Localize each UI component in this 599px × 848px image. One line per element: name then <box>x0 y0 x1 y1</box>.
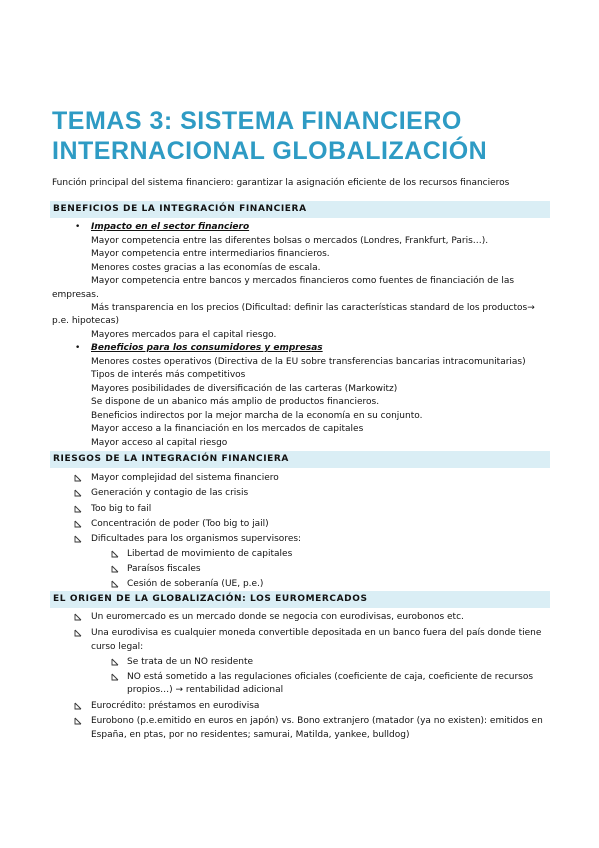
list-item: Menores costes gracias a las economías de escala. <box>91 263 321 273</box>
list-item: Mayor competencia entre intermediarios financieros. <box>91 249 330 259</box>
list-item: Una eurodivisa es cualquier moneda convertible depositada en un banco fuera del país donde tiene <box>91 628 542 638</box>
arrow-bullet-icon <box>74 629 82 637</box>
section-heading-euromercados: EL ORIGEN DE LA GLOBALIZACIÓN: LOS EUROMERCADOS <box>50 591 550 608</box>
arrow-bullet-icon <box>74 717 82 725</box>
arrow-bullet-icon <box>74 613 82 621</box>
list-item: Mayor complejidad del sistema financiero <box>91 473 279 483</box>
arrow-bullet-icon <box>74 702 82 710</box>
bullet-dot: • <box>75 343 81 353</box>
list-item: Beneficios indirectos por la mejor marcha de la economía en su conjunto. <box>91 411 423 421</box>
intro-text: Función principal del sistema financiero: garantizar la asignación eficiente de los recursos financieros <box>52 178 510 188</box>
list-item: Mayores posibilidades de diversificación de las carteras (Markowitz) <box>91 384 398 394</box>
list-item: Concentración de poder (Too big to jail) <box>91 519 269 529</box>
list-item: Mayor acceso a la financiación en los mercados de capitales <box>91 424 364 434</box>
section-heading-beneficios: BENEFICIOS DE LA INTEGRACIÓN FINANCIERA <box>50 201 550 218</box>
list-item: Menores costes operativos (Directiva de la EU sobre transferencias bancarias intracomunitarias) <box>91 357 526 367</box>
list-item: Un euromercado es un mercado donde se negocia con eurodivisas, eurobonos etc. <box>91 612 464 622</box>
list-item: Se dispone de un abanico más amplio de productos financieros. <box>91 397 380 407</box>
title-line-2: INTERNACIONAL GLOBALIZACIÓN <box>52 137 488 165</box>
arrow-bullet-icon <box>111 580 119 588</box>
sub-list-item-continuation: propios…) → rentabilidad adicional <box>127 685 284 695</box>
list-item: Mayor competencia entre las diferentes bolsas o mercados (Londres, Frankfurt, Paris…). <box>91 236 489 246</box>
list-item-continuation: curso legal: <box>91 642 144 652</box>
sub-list-item: Libertad de movimiento de capitales <box>127 549 293 559</box>
section-heading-riesgos: RIESGOS DE LA INTEGRACIÓN FINANCIERA <box>50 451 550 468</box>
list-item: Eurocrédito: préstamos en eurodivisa <box>91 701 260 711</box>
list-item-continuation: España, en ptas, por no residentes; samurai, Matilda, yankee, bulldog) <box>91 730 410 740</box>
sub-list-item: Se trata de un NO residente <box>127 657 254 667</box>
list-item: Tipos de interés más competitivos <box>91 370 246 380</box>
sub-list-item: Cesión de soberanía (UE, p.e.) <box>127 579 264 589</box>
list-item: Too big to fail <box>91 504 152 514</box>
list-item: Dificultades para los organismos supervisores: <box>91 534 302 544</box>
list-item: Mayor acceso al capital riesgo <box>91 438 228 448</box>
arrow-bullet-icon <box>111 550 119 558</box>
bullet-dot: • <box>75 222 81 232</box>
arrow-bullet-icon <box>74 535 82 543</box>
sub-list-item: Paraísos fiscales <box>127 564 201 574</box>
list-item: Más transparencia en los precios (Dificultad: definir las características standard de los productos→ <box>91 303 535 313</box>
arrow-bullet-icon <box>111 658 119 666</box>
list-item-continuation: p.e. hipotecas) <box>52 316 119 326</box>
sub-list-item: NO está sometido a las regulaciones oficiales (coeficiente de caja, coeficiente de recursos <box>127 672 534 682</box>
list-item: Mayor competencia entre bancos y mercados financieros como fuentes de financiación de las <box>91 276 515 286</box>
arrow-bullet-icon <box>74 505 82 513</box>
arrow-bullet-icon <box>74 474 82 482</box>
document-title <box>52 106 572 166</box>
list-item-continuation: empresas. <box>52 290 99 300</box>
title-line-1: TEMAS 3: SISTEMA FINANCIERO <box>52 107 462 135</box>
arrow-bullet-icon <box>111 673 119 681</box>
subheading-beneficios-consumidores: Beneficios para los consumidores y empresas <box>91 343 323 353</box>
subheading-impacto: Impacto en el sector financiero <box>91 222 250 232</box>
list-item: Mayores mercados para el capital riesgo. <box>91 330 277 340</box>
arrow-bullet-icon <box>111 565 119 573</box>
list-item: Generación y contagio de las crisis <box>91 488 249 498</box>
arrow-bullet-icon <box>74 520 82 528</box>
list-item: Eurobono (p.e.emitido en euros en japón) vs. Bono extranjero (matador (ya no existen): emitidos en <box>91 716 543 726</box>
arrow-bullet-icon <box>74 489 82 497</box>
